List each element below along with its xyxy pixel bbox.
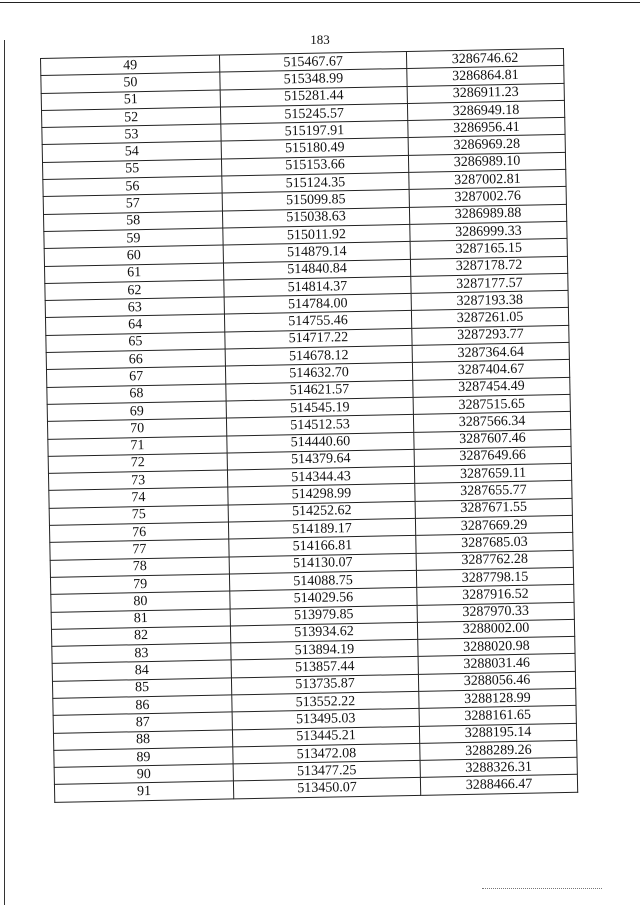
x-coordinate-cell: 514545.19 bbox=[226, 397, 413, 418]
x-coordinate-cell: 515467.67 bbox=[219, 51, 406, 72]
point-number-cell: 68 bbox=[47, 384, 226, 405]
point-number-cell: 71 bbox=[48, 436, 227, 457]
x-coordinate-cell: 515038.63 bbox=[222, 207, 409, 228]
coordinates-table bbox=[40, 48, 578, 803]
y-coordinate-cell: 3287515.65 bbox=[413, 394, 570, 414]
point-number-cell: 79 bbox=[50, 574, 229, 595]
point-number-cell: 80 bbox=[51, 591, 230, 612]
point-number-cell: 82 bbox=[51, 626, 230, 647]
point-number-cell: 77 bbox=[50, 539, 229, 560]
point-number-cell: 90 bbox=[54, 764, 233, 785]
point-number-cell: 53 bbox=[42, 124, 221, 145]
point-number-cell: 73 bbox=[48, 470, 227, 491]
y-coordinate-cell: 3287798.15 bbox=[416, 567, 573, 587]
x-coordinate-cell: 514632.70 bbox=[225, 363, 412, 384]
x-coordinate-cell: 513735.87 bbox=[231, 674, 418, 695]
y-coordinate-cell: 3288020.98 bbox=[418, 636, 575, 656]
x-coordinate-cell: 514344.43 bbox=[227, 467, 414, 488]
point-number-cell: 88 bbox=[53, 730, 232, 751]
point-number-cell: 63 bbox=[45, 297, 224, 318]
point-number-cell: 50 bbox=[41, 72, 220, 93]
y-coordinate-cell: 3287685.03 bbox=[416, 533, 573, 553]
point-number-cell: 78 bbox=[50, 557, 229, 578]
y-coordinate-cell: 3286969.28 bbox=[408, 135, 565, 155]
y-coordinate-cell: 3288466.47 bbox=[420, 775, 577, 795]
point-number-cell: 49 bbox=[41, 55, 220, 76]
y-coordinate-cell: 3287669.29 bbox=[415, 515, 572, 535]
coordinates-table-container bbox=[40, 48, 574, 803]
y-coordinate-cell: 3287655.77 bbox=[415, 481, 572, 501]
point-number-cell: 72 bbox=[48, 453, 227, 474]
x-coordinate-cell: 514189.17 bbox=[228, 518, 415, 539]
point-number-cell: 57 bbox=[43, 193, 222, 214]
y-coordinate-cell: 3287364.64 bbox=[412, 342, 569, 362]
point-number-cell: 59 bbox=[44, 228, 223, 249]
x-coordinate-cell: 513934.62 bbox=[230, 622, 417, 643]
x-coordinate-cell: 514784.00 bbox=[224, 294, 411, 315]
x-coordinate-cell: 514088.75 bbox=[229, 570, 416, 591]
x-coordinate-cell: 513552.22 bbox=[232, 691, 419, 712]
y-coordinate-cell: 3288289.26 bbox=[420, 740, 577, 760]
point-number-cell: 76 bbox=[49, 522, 228, 543]
x-coordinate-cell: 514621.57 bbox=[226, 380, 413, 401]
x-coordinate-cell: 515281.44 bbox=[220, 86, 407, 107]
point-number-cell: 89 bbox=[54, 747, 233, 768]
x-coordinate-cell: 514440.60 bbox=[227, 432, 414, 453]
y-coordinate-cell: 3288195.14 bbox=[419, 723, 576, 743]
x-coordinate-cell: 515180.49 bbox=[221, 138, 408, 159]
x-coordinate-cell: 514814.37 bbox=[224, 276, 411, 297]
point-number-cell: 51 bbox=[41, 90, 220, 111]
y-coordinate-cell: 3286911.23 bbox=[407, 83, 564, 103]
y-coordinate-cell: 3286956.41 bbox=[408, 118, 565, 138]
x-coordinate-cell: 514166.81 bbox=[229, 536, 416, 557]
x-coordinate-cell: 515011.92 bbox=[223, 224, 410, 245]
y-coordinate-cell: 3288161.65 bbox=[419, 706, 576, 726]
point-number-cell: 67 bbox=[46, 366, 225, 387]
bottom-scan-mark bbox=[482, 888, 602, 889]
x-coordinate-cell: 514840.84 bbox=[223, 259, 410, 280]
y-coordinate-cell: 3288128.99 bbox=[419, 688, 576, 708]
x-coordinate-cell: 515099.85 bbox=[222, 190, 409, 211]
point-number-cell: 75 bbox=[49, 505, 228, 526]
point-number-cell: 61 bbox=[44, 263, 223, 284]
x-coordinate-cell: 514029.56 bbox=[230, 588, 417, 609]
point-number-cell: 84 bbox=[52, 660, 231, 681]
x-coordinate-cell: 514678.12 bbox=[225, 345, 412, 366]
y-coordinate-cell: 3287916.52 bbox=[417, 585, 574, 605]
y-coordinate-cell: 3287649.66 bbox=[414, 446, 571, 466]
y-coordinate-cell: 3287404.67 bbox=[412, 360, 569, 380]
x-coordinate-cell: 515153.66 bbox=[221, 155, 408, 176]
x-coordinate-cell: 514879.14 bbox=[223, 242, 410, 263]
x-coordinate-cell: 514379.64 bbox=[227, 449, 414, 470]
point-number-cell: 64 bbox=[45, 314, 224, 335]
y-coordinate-cell: 3286949.18 bbox=[407, 100, 564, 120]
x-coordinate-cell: 515124.35 bbox=[222, 173, 409, 194]
x-coordinate-cell: 513495.03 bbox=[232, 709, 419, 730]
y-coordinate-cell: 3287607.46 bbox=[414, 429, 571, 449]
y-coordinate-cell: 3287002.76 bbox=[409, 187, 566, 207]
point-number-cell: 81 bbox=[51, 608, 230, 629]
x-coordinate-cell: 513857.44 bbox=[231, 657, 418, 678]
x-coordinate-cell: 513445.21 bbox=[232, 726, 419, 747]
y-coordinate-cell: 3288002.00 bbox=[417, 619, 574, 639]
y-coordinate-cell: 3287671.55 bbox=[415, 498, 572, 518]
y-coordinate-cell: 3288056.46 bbox=[418, 671, 575, 691]
x-coordinate-cell: 513894.19 bbox=[231, 639, 418, 660]
point-number-cell: 60 bbox=[44, 245, 223, 266]
x-coordinate-cell: 515348.99 bbox=[220, 69, 407, 90]
x-coordinate-cell: 514717.22 bbox=[225, 328, 412, 349]
y-coordinate-cell: 3287659.11 bbox=[414, 463, 571, 483]
x-coordinate-cell: 513450.07 bbox=[233, 778, 420, 799]
point-number-cell: 56 bbox=[43, 176, 222, 197]
point-number-cell: 74 bbox=[49, 487, 228, 508]
y-coordinate-cell: 3287454.49 bbox=[413, 377, 570, 397]
x-coordinate-cell: 514512.53 bbox=[226, 415, 413, 436]
x-coordinate-cell: 513472.08 bbox=[233, 743, 420, 764]
y-coordinate-cell: 3286864.81 bbox=[407, 66, 564, 86]
point-number-cell: 54 bbox=[42, 142, 221, 163]
point-number-cell: 85 bbox=[52, 678, 231, 699]
point-number-cell: 83 bbox=[52, 643, 231, 664]
y-coordinate-cell: 3286989.88 bbox=[409, 204, 566, 224]
coordinates-table-body bbox=[41, 48, 578, 802]
y-coordinate-cell: 3287178.72 bbox=[410, 256, 567, 276]
x-coordinate-cell: 514298.99 bbox=[228, 484, 415, 505]
x-coordinate-cell: 515197.91 bbox=[221, 121, 408, 142]
x-coordinate-cell: 514252.62 bbox=[228, 501, 415, 522]
y-coordinate-cell: 3286746.62 bbox=[406, 48, 563, 68]
x-coordinate-cell: 513477.25 bbox=[233, 761, 420, 782]
y-coordinate-cell: 3287762.28 bbox=[416, 550, 573, 570]
y-coordinate-cell: 3287261.05 bbox=[411, 308, 568, 328]
x-coordinate-cell: 515245.57 bbox=[220, 103, 407, 124]
point-number-cell: 52 bbox=[42, 107, 221, 128]
point-number-cell: 62 bbox=[45, 280, 224, 301]
point-number-cell: 69 bbox=[47, 401, 226, 422]
point-number-cell: 87 bbox=[53, 712, 232, 733]
y-coordinate-cell: 3287177.57 bbox=[411, 273, 568, 293]
point-number-cell: 91 bbox=[54, 781, 233, 802]
x-coordinate-cell: 514130.07 bbox=[229, 553, 416, 574]
y-coordinate-cell: 3286989.10 bbox=[408, 152, 565, 172]
point-number-cell: 86 bbox=[53, 695, 232, 716]
point-number-cell: 65 bbox=[46, 332, 225, 353]
point-number-cell: 55 bbox=[43, 159, 222, 180]
point-number-cell: 66 bbox=[46, 349, 225, 370]
y-coordinate-cell: 3287165.15 bbox=[410, 239, 567, 259]
point-number-cell: 70 bbox=[47, 418, 226, 439]
y-coordinate-cell: 3287002.81 bbox=[409, 170, 566, 190]
y-coordinate-cell: 3287193.38 bbox=[411, 291, 568, 311]
x-coordinate-cell: 514755.46 bbox=[224, 311, 411, 332]
y-coordinate-cell: 3288326.31 bbox=[420, 757, 577, 777]
y-coordinate-cell: 3288031.46 bbox=[418, 654, 575, 674]
y-coordinate-cell: 3287970.33 bbox=[417, 602, 574, 622]
y-coordinate-cell: 3287566.34 bbox=[413, 412, 570, 432]
point-number-cell: 58 bbox=[43, 211, 222, 232]
left-border-line bbox=[4, 40, 5, 905]
page-number: 183 bbox=[310, 32, 330, 47]
top-border-line bbox=[0, 2, 640, 3]
x-coordinate-cell: 513979.85 bbox=[230, 605, 417, 626]
y-coordinate-cell: 3286999.33 bbox=[410, 221, 567, 241]
y-coordinate-cell: 3287293.77 bbox=[412, 325, 569, 345]
